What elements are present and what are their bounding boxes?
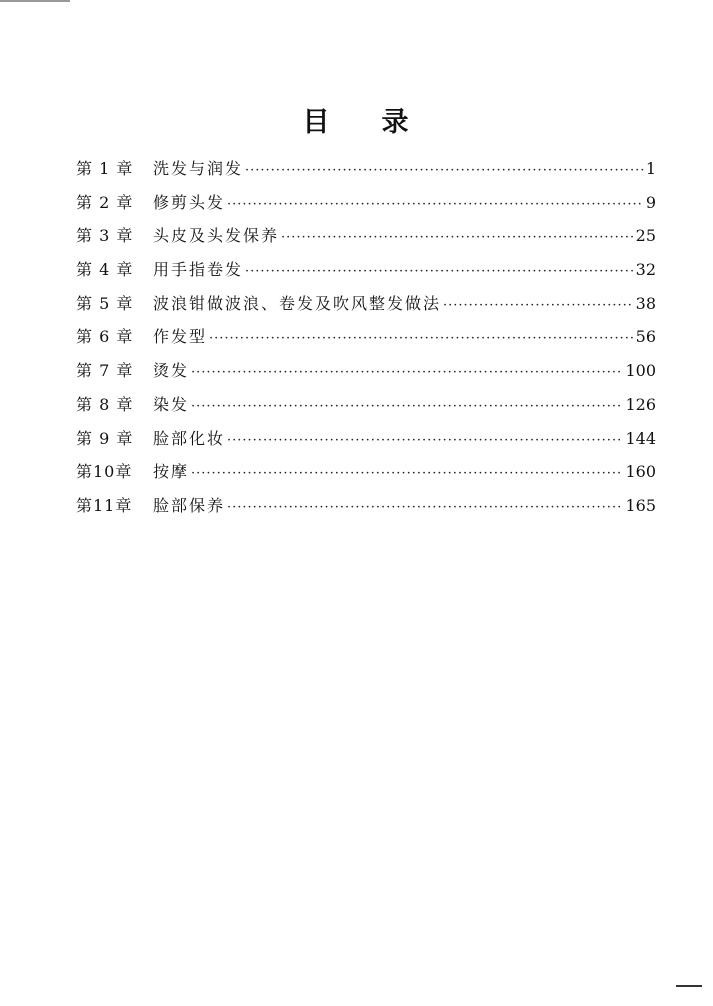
toc-page-number: 100	[625, 361, 656, 381]
toc-chapter-number: 第 8 章	[76, 394, 134, 414]
toc-entry[interactable]	[76, 388, 656, 422]
toc-page-number: 9	[645, 192, 656, 212]
toc-chapter-title: 用手指卷发	[153, 260, 244, 280]
toc-page-number: 165	[625, 495, 656, 515]
toc-chapter-number: 第10章	[76, 462, 133, 482]
toc-chapter-number: 第 7 章	[76, 361, 134, 381]
toc-entry[interactable]	[76, 354, 656, 388]
toc-entry[interactable]	[76, 422, 656, 456]
toc-entry[interactable]	[76, 152, 656, 186]
toc-page-number: 38	[635, 293, 656, 313]
toc-entry[interactable]	[76, 253, 656, 287]
toc-page-number: 1	[645, 159, 656, 178]
toc-chapter-title: 脸部化妆	[153, 428, 226, 448]
toc-chapter-number: 第 5 章	[76, 293, 134, 313]
page-title-char-2: 录	[381, 107, 411, 138]
toc-page-number: 126	[625, 394, 656, 414]
toc-chapter-number: 第 9 章	[76, 428, 134, 448]
toc-dot-leader	[227, 424, 623, 458]
scan-edge-mark-top-left	[0, 0, 70, 2]
toc-chapter-number: 第11章	[76, 495, 133, 515]
toc-chapter-title: 按摩	[153, 462, 190, 482]
toc-dot-leader	[191, 390, 623, 424]
toc-chapter-title: 洗发与润发	[153, 159, 244, 178]
toc-page-number: 56	[635, 327, 656, 347]
page-title-char-1: 目	[302, 107, 332, 138]
toc-page-number: 25	[635, 226, 656, 246]
toc-entry[interactable]	[76, 287, 656, 321]
toc-chapter-title: 烫发	[153, 361, 190, 381]
toc-chapter-number: 第 2 章	[76, 192, 134, 212]
toc-dot-leader	[227, 188, 644, 222]
table-of-contents	[76, 152, 656, 523]
page-title	[0, 100, 713, 139]
toc-chapter-title: 染发	[153, 394, 190, 414]
toc-chapter-title: 脸部保养	[153, 495, 226, 515]
toc-page-number: 144	[625, 428, 656, 448]
toc-entry[interactable]	[76, 489, 656, 523]
toc-dot-leader	[191, 356, 623, 390]
toc-chapter-number: 第 1 章	[76, 159, 134, 178]
toc-dot-leader	[245, 154, 644, 188]
toc-chapter-number: 第 3 章	[76, 226, 134, 246]
scan-edge-mark-bottom-right	[676, 985, 702, 987]
toc-dot-leader	[281, 221, 634, 255]
toc-entry[interactable]	[76, 455, 656, 489]
toc-chapter-title: 作发型	[153, 327, 208, 347]
toc-dot-leader	[443, 289, 634, 323]
toc-dot-leader	[245, 255, 634, 289]
toc-entry[interactable]	[76, 186, 656, 220]
toc-chapter-number: 第 4 章	[76, 260, 134, 280]
toc-chapter-title: 波浪钳做波浪、卷发及吹风整发做法	[153, 293, 442, 313]
toc-chapter-number: 第 6 章	[76, 327, 134, 347]
toc-dot-leader	[191, 457, 623, 491]
toc-page-number: 32	[635, 260, 656, 280]
toc-dot-leader	[209, 322, 634, 356]
toc-entry[interactable]	[76, 320, 656, 354]
toc-entry[interactable]	[76, 219, 656, 253]
toc-chapter-title: 头皮及头发保养	[153, 226, 280, 246]
toc-page-number: 160	[625, 462, 656, 482]
toc-chapter-title: 修剪头发	[153, 192, 226, 212]
toc-dot-leader	[227, 491, 623, 525]
